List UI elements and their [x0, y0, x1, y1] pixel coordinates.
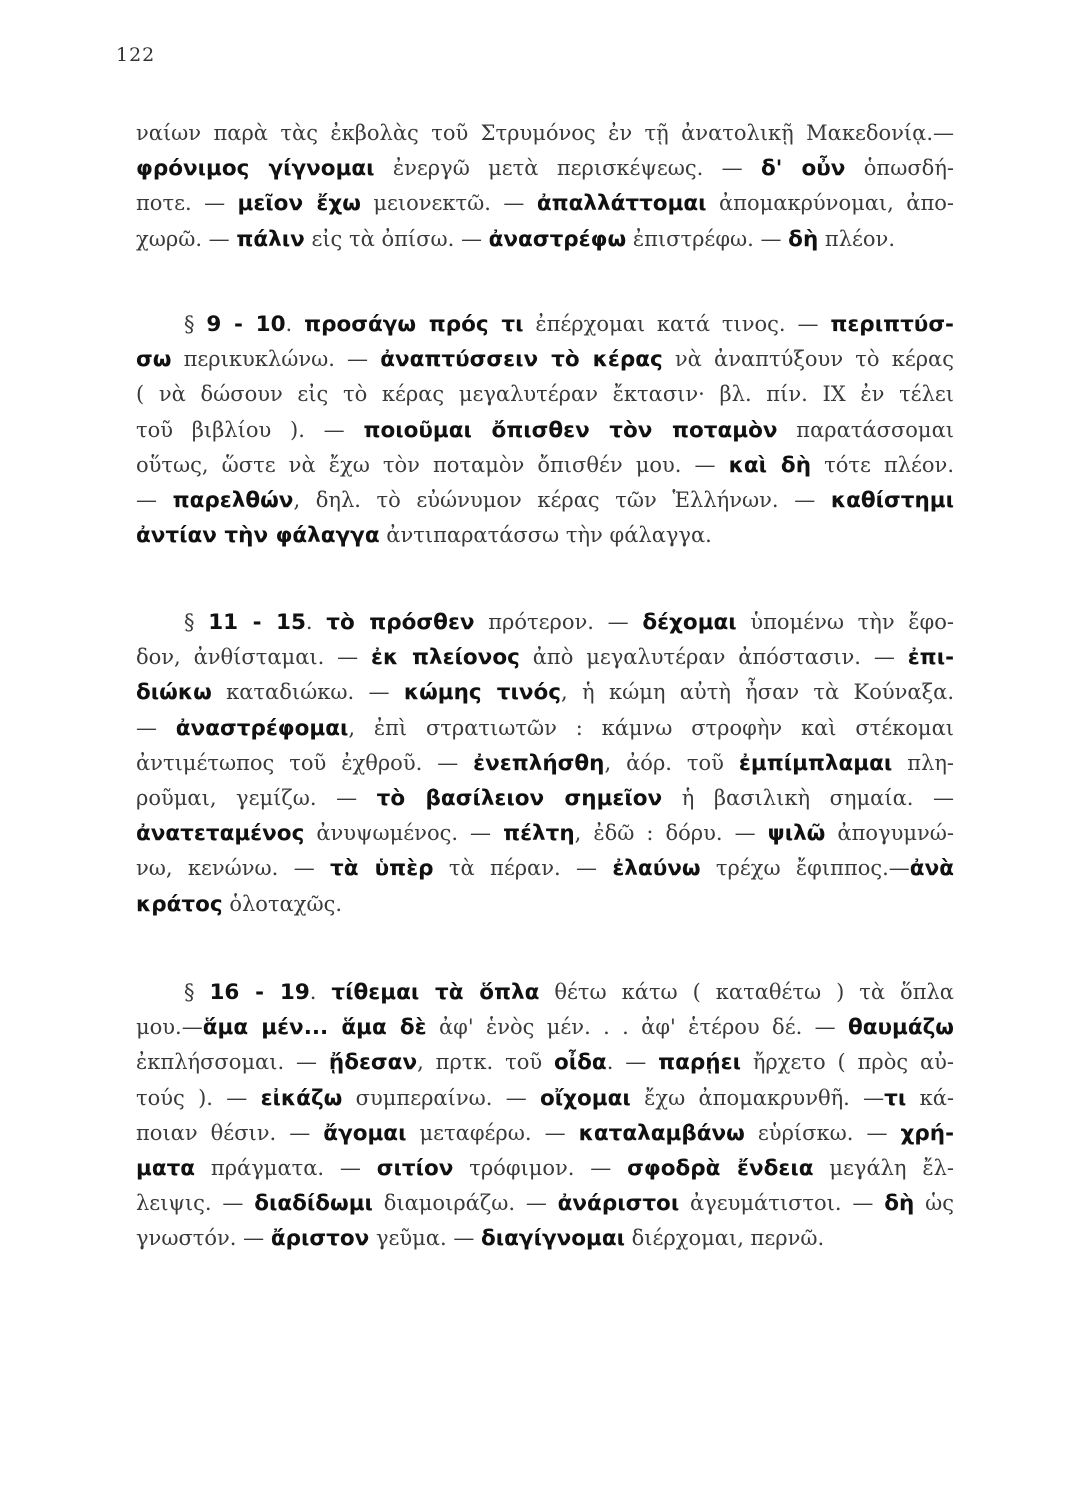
term-bold: δ' οὖν — [761, 156, 846, 182]
gloss-text: ἀντιπαρατάσσω τὴν φάλαγγα. — [379, 523, 712, 548]
gloss-text: τὰ πέραν. — — [433, 856, 613, 881]
gloss-text: δον, ἀνθίσταμαι. — — [136, 645, 372, 670]
term-bold: παρῄει — [658, 1050, 741, 1076]
gloss-text: ἔχω ἀπομακρυνθῆ. — — [630, 1085, 885, 1110]
gloss-text: ἐπέρχομαι κατά τινος. — — [523, 312, 831, 336]
term-bold: εἰκάζω — [260, 1085, 343, 1111]
text-line — [136, 711, 954, 746]
text-line — [136, 781, 954, 816]
gloss-text: τρέχω ἔφιππος.— — [700, 856, 910, 881]
text-line — [136, 151, 954, 186]
gloss-text: περικυκλώνω. — — [171, 347, 381, 372]
gloss-text: ἀφ' ἑνὸς μέν. . . ἀφ' ἑτέρου δέ. — — [426, 1015, 848, 1040]
term-bold: ματα — [136, 1155, 196, 1181]
gloss-text: πράγματα. — — [195, 1155, 377, 1180]
term-bold: τίθεμαι τὰ ὅπλα — [331, 980, 540, 1005]
text-line — [136, 1221, 954, 1256]
gloss-text: λειψις. — — [136, 1191, 255, 1216]
term-bold: μεῖον ἔχω — [237, 191, 361, 217]
gloss-text: , δηλ. τὸ εὐώνυμον κέρας τῶν Ἑλλήνων. — — [293, 487, 831, 512]
term-bold: θαυμάζω — [847, 1015, 954, 1041]
gloss-text: . — [285, 312, 305, 336]
term-bold: 9 - 10 — [206, 312, 286, 337]
term-bold: κώμης τινός — [403, 680, 562, 706]
paragraph-3 — [136, 605, 954, 922]
term-bold: περιπτύσ- — [830, 312, 954, 337]
term-bold: ἀναστρέφομαι — [175, 715, 349, 741]
gloss-text: ὁπωσδή- — [845, 156, 954, 181]
gloss-text: ἡ βασιλικὴ σημαία. — — [662, 785, 954, 810]
term-bold: ἐκ πλείονος — [371, 645, 520, 671]
gloss-text: καταδιώκω. — — [211, 680, 404, 705]
text-line — [136, 307, 954, 342]
gloss-text: — — [136, 487, 173, 512]
term-bold: ἅμα μέν... ἅμα δὲ — [202, 1015, 427, 1041]
gloss-text: , ἐδῶ : δόρυ. — — [574, 821, 768, 846]
term-bold: τὸ βασίλειον σημεῖον — [376, 785, 663, 811]
term-bold: καταλαμβάνω — [578, 1120, 745, 1146]
gloss-text: μειονεκτῶ. — — [360, 191, 537, 216]
gloss-text: . — — [606, 1050, 659, 1075]
gloss-text: κά- — [906, 1085, 954, 1110]
gloss-text: ἐκπλήσσομαι. — — [136, 1050, 329, 1075]
gloss-text: τούς ). — — [136, 1085, 261, 1110]
gloss-text: συμπεραίνω. — — [342, 1085, 541, 1110]
term-bold: κράτος — [136, 891, 223, 917]
term-bold: 11 - 15 — [208, 610, 306, 635]
term-bold: ἐμπίμπλαμαι — [738, 750, 893, 776]
gloss-text: νω, κενώνω. — — [136, 856, 331, 881]
gloss-text: ἀντιμέτωπος τοῦ ἐχθροῦ. — — [136, 750, 474, 775]
gloss-text: ναίων παρὰ τὰς ἐκβολὰς τοῦ Στρυμόνος ἐν τῇ ἀνατολικῇ Μακεδονίᾳ.— — [136, 121, 954, 145]
text-line — [136, 1186, 954, 1221]
term-bold: ἀντίαν τὴν φάλαγγα — [136, 523, 380, 549]
paragraph-1 — [136, 116, 954, 257]
gloss-text: ἐπιστρέφω. — — [626, 226, 789, 251]
text-line — [136, 222, 954, 257]
gloss-text: εὑρίσκω. — — [744, 1120, 901, 1145]
gloss-text: , ἐπὶ στρατιωτῶν : κάμνω στροφὴν καὶ στέκομαι — [348, 715, 954, 740]
term-bold: παρελθών — [172, 487, 294, 513]
term-bold: προσάγω πρός τι — [304, 312, 524, 337]
gloss-text: ἀπὸ μεγαλυτέραν ἀπόστασιν. — — [519, 645, 908, 670]
gloss-text: εἰς τὰ ὀπίσω. — — [304, 226, 489, 251]
gloss-text: πλέον. — [818, 226, 896, 251]
text-line — [136, 1010, 954, 1045]
term-bold: δὴ — [788, 226, 819, 252]
term-bold: τι — [884, 1085, 907, 1111]
text-line — [136, 816, 954, 851]
gloss-text: . — [309, 980, 332, 1004]
term-bold: οἴχομαι — [540, 1085, 631, 1111]
term-bold: καὶ δὴ — [728, 452, 812, 478]
term-bold: διαδίδωμι — [254, 1191, 373, 1217]
gloss-text: θέτω κάτω ( καταθέτω ) τὰ ὅπλα — [539, 980, 954, 1004]
term-bold: ἀνάριστοι — [557, 1191, 680, 1217]
term-bold: ἀνὰ — [909, 856, 954, 882]
term-bold: οἶδα — [554, 1050, 607, 1076]
term-bold: ἀπαλλάττομαι — [536, 191, 707, 217]
gloss-text: — — [136, 715, 176, 740]
text-line — [136, 518, 954, 553]
term-bold: πέλτη — [503, 821, 575, 847]
gloss-text: . — [305, 610, 327, 634]
term-bold: ψιλῶ — [767, 821, 826, 847]
term-bold: ἀναστρέφω — [488, 226, 627, 252]
term-bold: ᾔδεσαν — [328, 1050, 418, 1076]
gloss-text: νὰ ἀναπτύξουν τὸ κέρας — [662, 347, 954, 372]
term-bold: καθίστημι — [830, 487, 954, 513]
text-line — [136, 675, 954, 710]
text-line — [136, 448, 954, 483]
text-line — [136, 975, 954, 1010]
text-line — [136, 483, 954, 518]
term-bold: σω — [136, 347, 172, 373]
term-bold: ἄριστον — [270, 1226, 370, 1252]
gloss-text: μεγάλη ἔλ- — [813, 1155, 954, 1180]
gloss-text: ροῦμαι, γεμίζω. — — [136, 785, 377, 810]
gloss-text: ποτε. — — [136, 191, 238, 216]
term-bold: ἀνατεταμένος — [136, 821, 305, 847]
term-bold: σφοδρὰ ἔνδεια — [627, 1155, 814, 1181]
term-bold: πάλιν — [236, 226, 305, 252]
term-bold: χρή- — [900, 1120, 954, 1146]
gloss-text: ὁλοταχῶς. — [222, 891, 343, 916]
text-line — [136, 746, 954, 781]
gloss-text: ἐνεργῶ μετὰ περισκέψεως. — — [374, 156, 761, 181]
gloss-text: διαμοιράζω. — — [372, 1191, 558, 1216]
term-bold: ποιοῦμαι ὄπισθεν τὸν ποταμὸν — [363, 417, 778, 443]
gloss-text: χωρῶ. — — [136, 226, 237, 251]
gloss-text: τότε πλέον. — [811, 452, 954, 477]
gloss-text: , ἡ κώμη αὐτὴ ἦσαν τὰ Κούναξα. — [561, 680, 954, 705]
text-line — [136, 640, 954, 675]
term-bold: σιτίον — [376, 1155, 454, 1181]
gloss-text: ὡς — [914, 1191, 954, 1216]
term-bold: ἐλαύνω — [612, 856, 701, 882]
paragraph-2 — [136, 307, 954, 553]
text-line — [136, 186, 954, 221]
term-bold: τὸ πρόσθεν — [326, 610, 475, 635]
gloss-text: μεταφέρω. — — [406, 1120, 579, 1145]
gloss-text: τρόφιμον. — — [453, 1155, 628, 1180]
gloss-text: ἀνυψωμένος. — — [304, 821, 504, 846]
gloss-text: ἀπογυμνώ- — [825, 821, 954, 846]
gloss-text: μου.— — [136, 1015, 203, 1040]
text-line — [136, 413, 954, 448]
text-line — [136, 1116, 954, 1151]
text-line — [136, 851, 954, 886]
gloss-text: πρότερον. — — [474, 610, 643, 634]
term-bold: ἐνεπλήσθη — [473, 750, 605, 776]
term-bold: δὴ — [884, 1191, 915, 1217]
paragraph-4 — [136, 975, 954, 1257]
gloss-text: ( νὰ δώσουν εἰς τὸ κέρας μεγαλυτέραν ἔκτασιν· βλ. πίν. IX ἐν τέλει — [136, 382, 954, 407]
text-line — [136, 605, 954, 640]
term-bold: τὰ ὑπὲρ — [330, 856, 434, 882]
gloss-text: γεῦμα. — — [369, 1226, 481, 1251]
gloss-text: § — [184, 610, 209, 634]
gloss-text: διέρχομαι, περνῶ. — [624, 1226, 825, 1251]
gloss-text: οὕτως, ὥστε νὰ ἔχω τὸν ποταμὸν ὄπισθέν μου. — — [136, 452, 729, 477]
text-line — [136, 1151, 954, 1186]
term-bold: ἐπι- — [907, 645, 954, 671]
gloss-text: ἀπομακρύνομαι, ἀπο- — [706, 191, 954, 216]
text-line — [136, 1045, 954, 1080]
gloss-text: γνωστόν. — — [136, 1226, 271, 1251]
gloss-text: ἤρχετο ( πρὸς αὐ- — [740, 1050, 954, 1075]
term-bold: 16 - 19 — [209, 980, 310, 1005]
gloss-text: τοῦ βιβλίου ). — — [136, 417, 364, 442]
term-bold: διώκω — [136, 680, 212, 706]
text-line — [136, 116, 954, 151]
gloss-text: πλη- — [892, 750, 954, 775]
gloss-text: § — [184, 312, 207, 336]
term-bold: διαγίγνομαι — [481, 1226, 625, 1252]
page-number: 122 — [116, 44, 156, 66]
gloss-text: ἀγευμάτιστοι. — — [679, 1191, 885, 1216]
term-bold: ἄγομαι — [323, 1120, 407, 1146]
gloss-text: ὑπομένω τὴν ἔφο- — [736, 610, 954, 634]
text-line — [136, 342, 954, 377]
gloss-text: παρατάσσομαι — [777, 417, 954, 442]
term-bold: φρόνιμος γίγνομαι — [136, 156, 375, 182]
text-line — [136, 887, 954, 922]
gloss-text: , πρτκ. τοῦ — [417, 1050, 554, 1075]
text-line — [136, 377, 954, 412]
gloss-text: § — [184, 980, 210, 1004]
gloss-text: ποιαν θέσιν. — — [136, 1120, 324, 1145]
term-bold: ἀναπτύσσειν τὸ κέρας — [380, 347, 663, 373]
term-bold: δέχομαι — [642, 610, 737, 635]
gloss-text: , ἀόρ. τοῦ — [604, 750, 739, 775]
text-line — [136, 1081, 954, 1116]
